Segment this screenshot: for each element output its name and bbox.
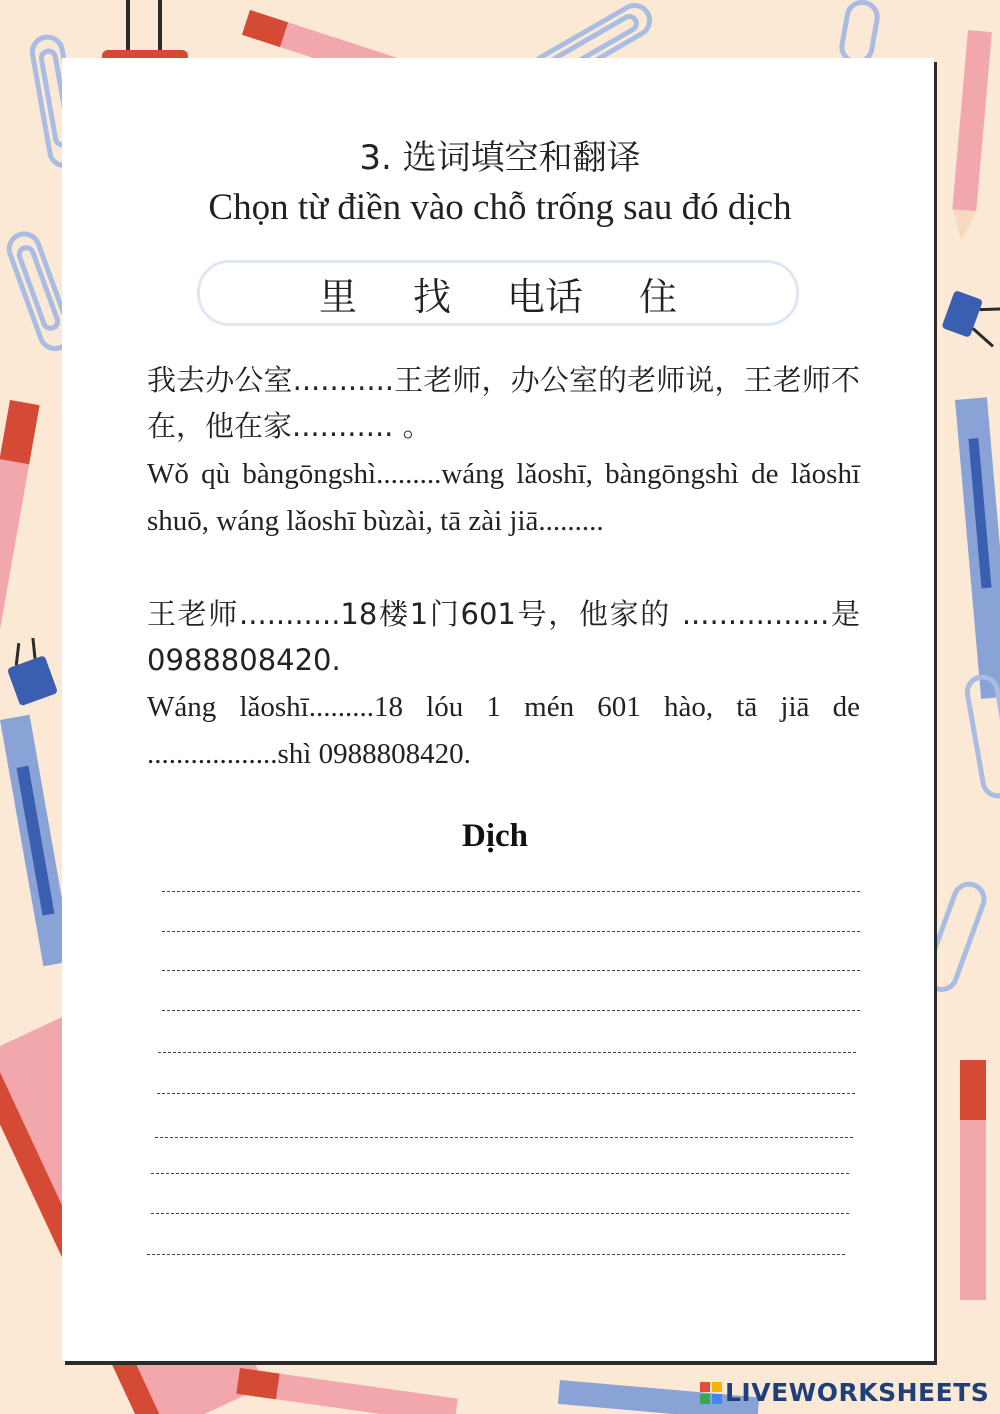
binder-clip-icon — [941, 290, 1000, 346]
word-bank-item: 住 — [639, 274, 678, 319]
passage-2-chinese: 王老师...........18楼1门601号，他家的 ................是 0988808420. — [147, 597, 860, 677]
answer-line[interactable] — [155, 1137, 853, 1138]
answer-line[interactable] — [158, 1052, 856, 1053]
pencil-icon — [955, 397, 1000, 699]
word-bank-item: 电话 — [507, 274, 584, 319]
exercise-title-chinese: 3. 选词填空和翻译 — [359, 138, 641, 178]
pencil-icon — [0, 400, 40, 661]
answer-line[interactable] — [151, 1213, 849, 1214]
exercise-title-vietnamese: Chọn từ điền vào chỗ trống sau đó dịch — [208, 187, 792, 228]
word-bank-item: 找 — [412, 274, 451, 319]
answer-line[interactable] — [157, 1093, 855, 1094]
answer-line[interactable] — [162, 970, 860, 971]
liveworksheets-logo-icon — [700, 1382, 722, 1404]
passage-1-chinese: 我去办公室...........王老师，办公室的老师说，王老师不在，他在家........... 。 — [147, 363, 860, 443]
word-bank — [197, 260, 799, 326]
liveworksheets-brand-text: LIVEWORKSHEETS — [725, 1378, 990, 1407]
passage-2-pinyin: Wáng lǎoshī.........18 lóu 1 mén 601 hào, tā jiā de ..................shì 0988808420. — [147, 691, 860, 770]
answer-line[interactable] — [162, 931, 860, 932]
passage-1-pinyin: Wǒ qù bàngōngshì.........wáng lǎoshī, bàngōngshì de lǎoshī shuō, wáng lǎoshī bùzài, tā zài jiā......... — [147, 458, 860, 537]
translation-heading: Dịch — [462, 818, 528, 854]
binder-clip-icon — [0, 636, 58, 706]
pencil-icon — [960, 1060, 986, 1300]
word-bank-item: 里 — [318, 274, 357, 319]
liveworksheets-logo — [700, 1378, 989, 1407]
answer-line[interactable] — [162, 1010, 860, 1011]
paperclip-icon — [840, 0, 880, 64]
answer-line[interactable] — [162, 891, 860, 892]
answer-line[interactable] — [147, 1254, 845, 1255]
pencil-icon — [236, 1368, 457, 1414]
answer-line[interactable] — [151, 1173, 849, 1174]
